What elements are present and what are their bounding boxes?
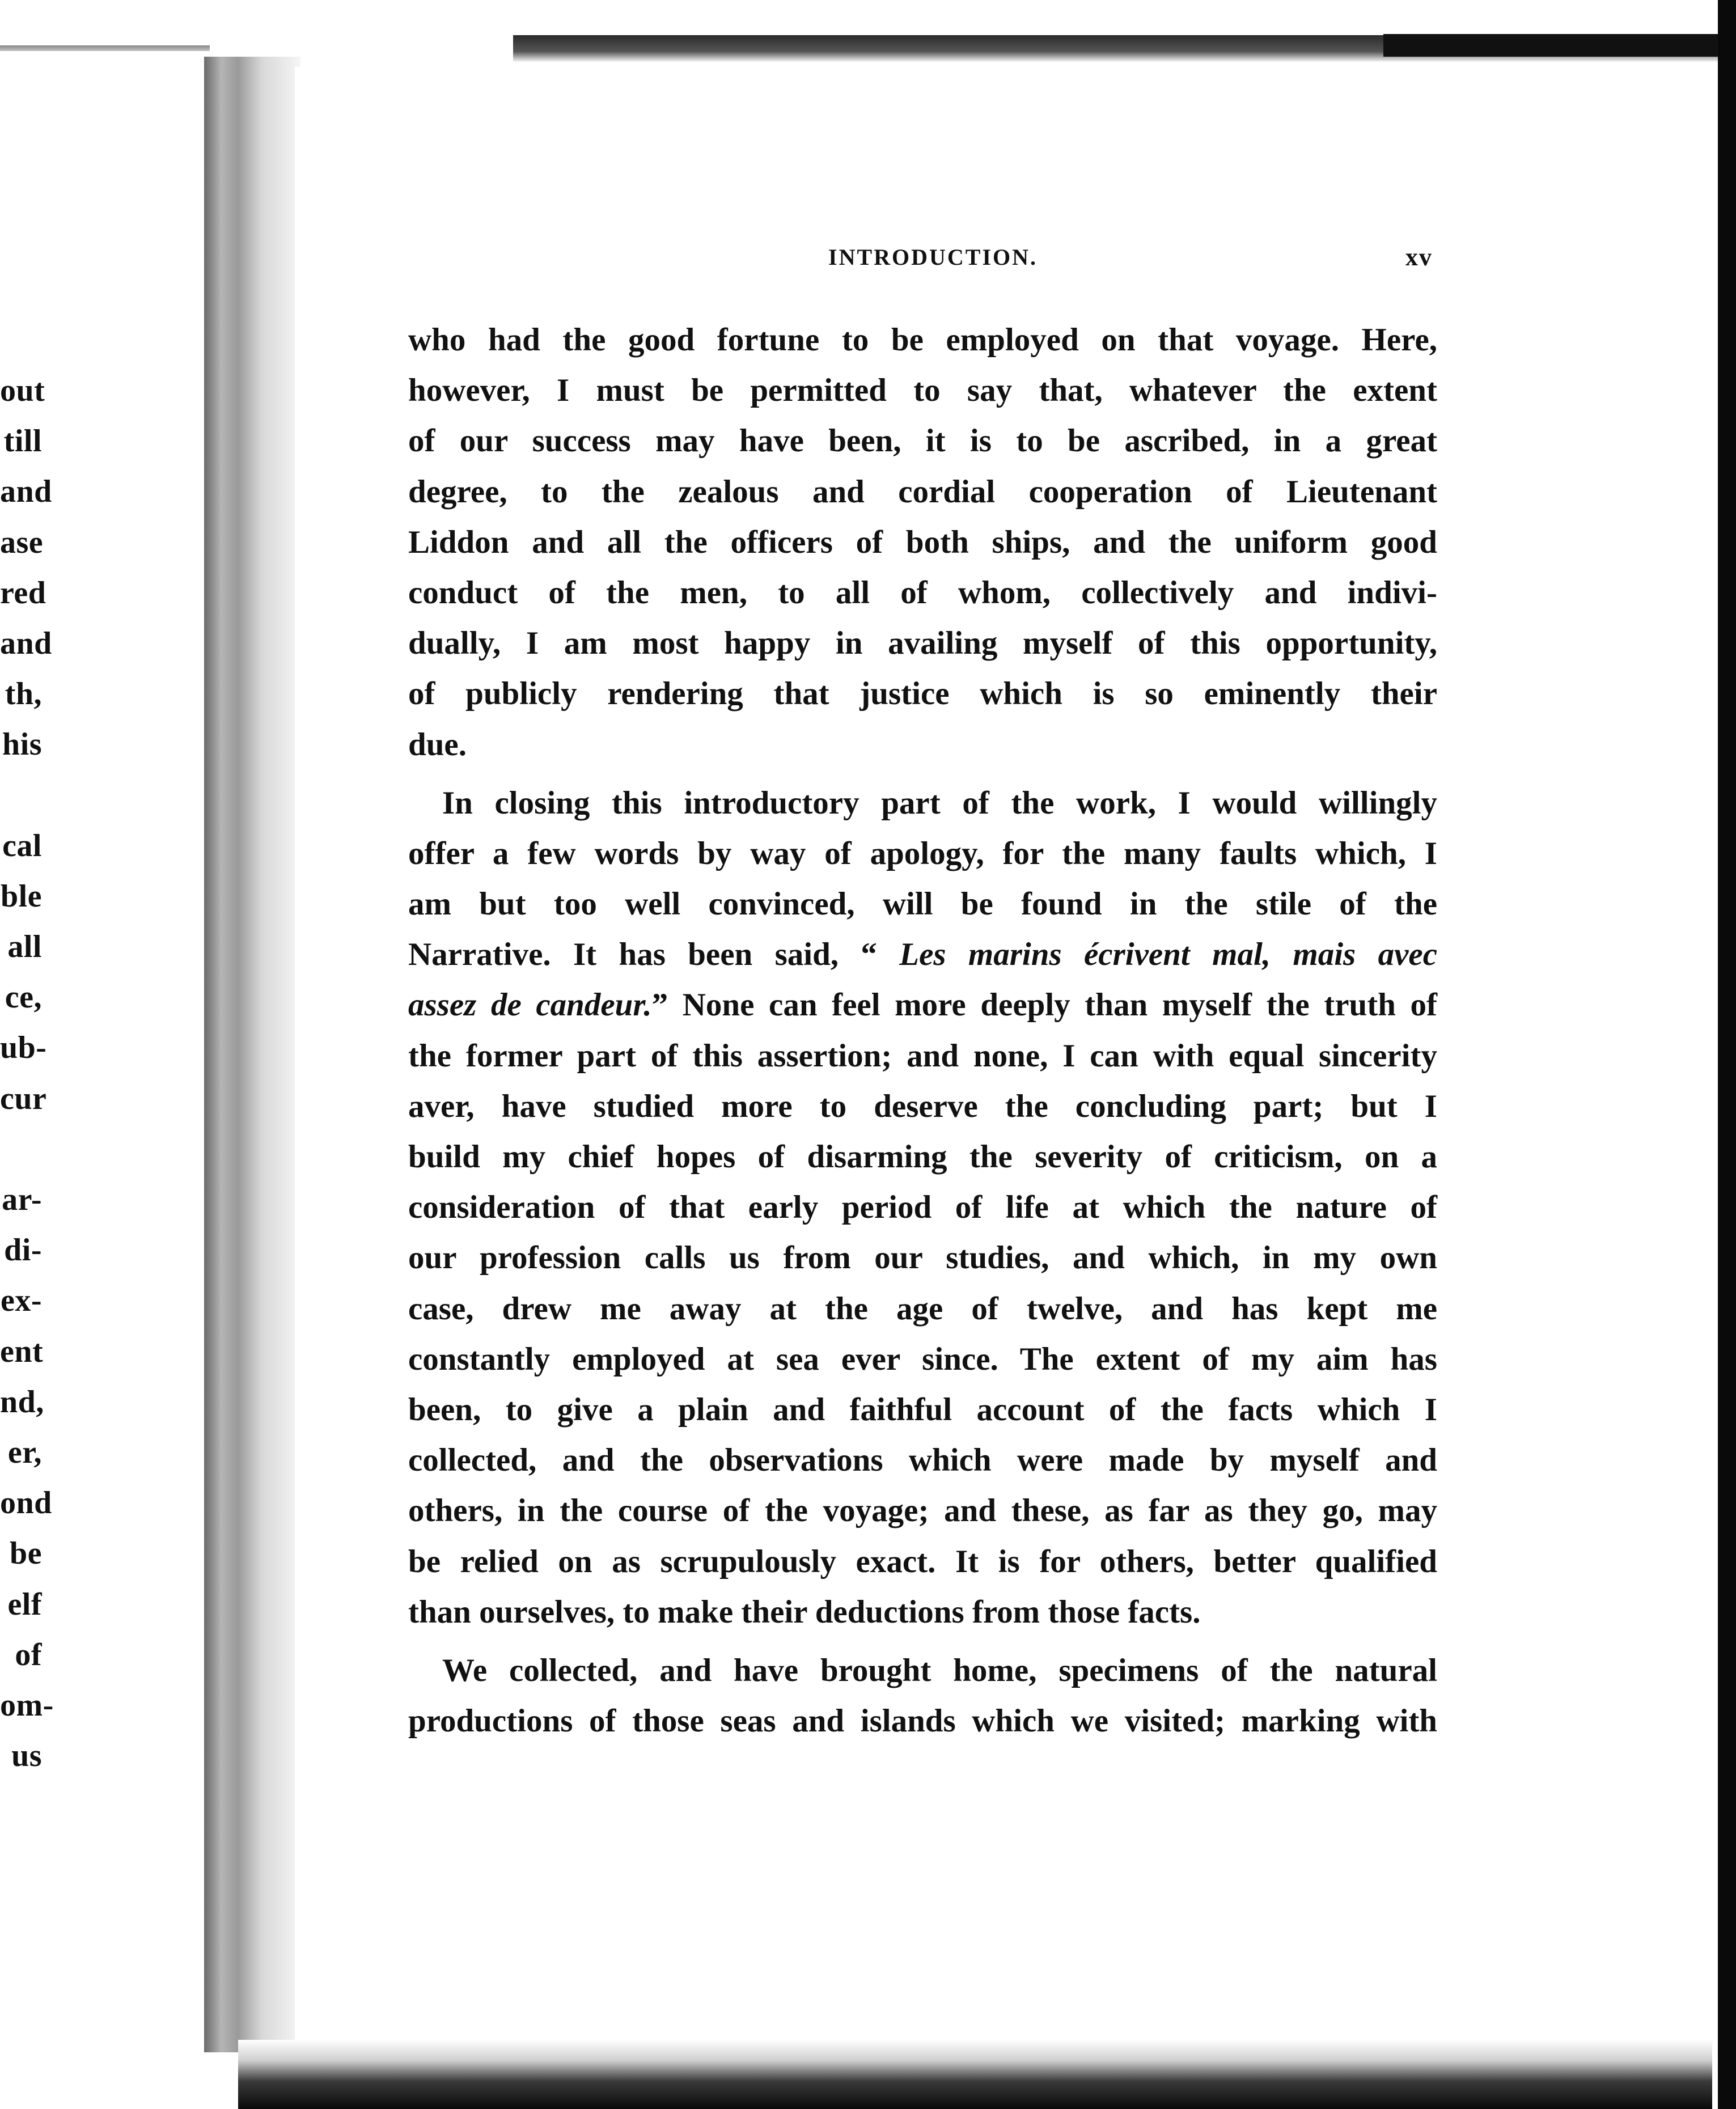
- french-quote: Les marins écrivent mal, mais avec: [899, 937, 1437, 973]
- text-line: In closing this introductory part of the work, I would willingly: [442, 785, 1437, 821]
- body-text: [408, 315, 1437, 1746]
- left-page-fragment: [0, 1124, 42, 1175]
- left-page-fragment: di-: [4, 1233, 42, 1268]
- text-line: offer a few words by way of apology, for the many faults which, I: [408, 835, 1437, 871]
- left-page-fragment: be: [10, 1536, 42, 1572]
- left-page-fragment: ond: [0, 1485, 52, 1521]
- book-edge-top-dark: [1383, 34, 1735, 57]
- left-page-fragment: [0, 770, 42, 821]
- text-line: conduct of the men, to all of whom, collectively and indivi-: [408, 574, 1437, 611]
- text-line: We collected, and have brought home, specimens of the natural: [442, 1652, 1437, 1688]
- left-page-fragment: elf: [7, 1586, 42, 1622]
- left-page-fragment: his: [2, 727, 42, 763]
- left-page-fragment: cal: [2, 828, 42, 863]
- text-line: of our success may have been, it is to be ascribed, in a great: [408, 423, 1437, 459]
- text-line: [408, 929, 1437, 980]
- text-line: constantly employed at sea ever since. The extent of my aim has: [408, 1341, 1437, 1377]
- text-run: ” None can feel more deeply than myself the truth of: [651, 987, 1437, 1023]
- book-gutter-shadow: [204, 57, 300, 2052]
- left-page-fragment: ent: [0, 1333, 44, 1369]
- text-line: consideration of that early period of life at which the nature of: [408, 1189, 1437, 1226]
- left-page-fragment: and: [0, 625, 52, 661]
- text-line: due.: [408, 726, 467, 763]
- text-run: Narrative. It has been said, “: [408, 937, 900, 973]
- left-page-fragment: all: [7, 929, 42, 965]
- text-line: been, to give a plain and faithful account of the facts which I: [408, 1391, 1437, 1428]
- left-page-fragment: ar-: [2, 1182, 42, 1217]
- text-line: degree, to the zealous and cordial cooperation of Lieutenant: [408, 473, 1437, 510]
- text-line: dually, I am most happy in availing myself of this opportunity,: [408, 625, 1437, 662]
- left-page-fragment: om-: [0, 1687, 54, 1723]
- left-page-fragment: nd,: [0, 1384, 44, 1420]
- text-line: aver, have studied more to deserve the concluding part; but I: [408, 1088, 1437, 1124]
- text-line: collected, and the observations which were made by myself and: [408, 1442, 1437, 1479]
- text-line: productions of those seas and islands which we visited; marking with: [408, 1703, 1437, 1739]
- left-page-fragment: us: [11, 1738, 42, 1774]
- french-quote-end: assez de candeur.: [408, 987, 652, 1023]
- left-page-fragment: red: [0, 575, 46, 611]
- text-line: our profession calls us from our studies, and which, in my own: [408, 1240, 1437, 1276]
- running-title: INTRODUCTION.: [828, 244, 1038, 270]
- left-page: [0, 51, 210, 2058]
- text-line: the former part of this assertion; and none, I can with equal sincerity: [408, 1037, 1437, 1074]
- text-line: others, in the course of the voyage; and these, as far as they go, may: [408, 1493, 1437, 1529]
- text-line: who had the good fortune to be employed on that voyage. Here,: [408, 322, 1437, 358]
- paragraph-1: [408, 315, 1437, 770]
- left-page-fragment: out: [0, 373, 45, 408]
- page-number: xv: [1405, 243, 1433, 271]
- left-page-text-fragments: [0, 366, 54, 1781]
- left-page-fragment: th,: [5, 676, 42, 712]
- paragraph-2: [408, 778, 1437, 1637]
- book-edge-bottom: [238, 2040, 1712, 2109]
- left-page-fragment: ble: [0, 878, 42, 914]
- left-page-fragment: till: [3, 424, 42, 459]
- text-line: than ourselves, to make their deductions from those facts.: [408, 1594, 1201, 1630]
- text-line: case, drew me away at the age of twelve, and has kept me: [408, 1290, 1437, 1327]
- text-line: build my chief hopes of disarming the severity of criticism, on a: [408, 1139, 1437, 1175]
- left-page-fragment: ex-: [0, 1283, 42, 1319]
- left-page-fragment: ub-: [0, 1030, 47, 1066]
- left-page-fragment: ce,: [5, 980, 42, 1015]
- left-page-fragment: of: [15, 1637, 42, 1672]
- left-page-fragment: cur: [0, 1081, 47, 1116]
- left-page-fragment: er,: [7, 1434, 42, 1470]
- left-page-fragment: ase: [0, 524, 44, 560]
- paragraph-3: [408, 1645, 1437, 1746]
- text-line: Liddon and all the officers of both ships, and the uniform good: [408, 524, 1437, 560]
- left-page-fragment: and: [0, 474, 52, 510]
- text-line: however, I must be permitted to say that, whatever the extent: [408, 372, 1437, 409]
- text-line: be relied on as scrupulously exact. It is for others, better qualified: [408, 1543, 1437, 1579]
- text-line: of publicly rendering that justice which is so eminently their: [408, 676, 1437, 712]
- book-frame-right: [1718, 0, 1736, 2109]
- text-line: am but too well convinced, will be found in the stile of the: [408, 886, 1437, 922]
- text-line: [408, 980, 1437, 1030]
